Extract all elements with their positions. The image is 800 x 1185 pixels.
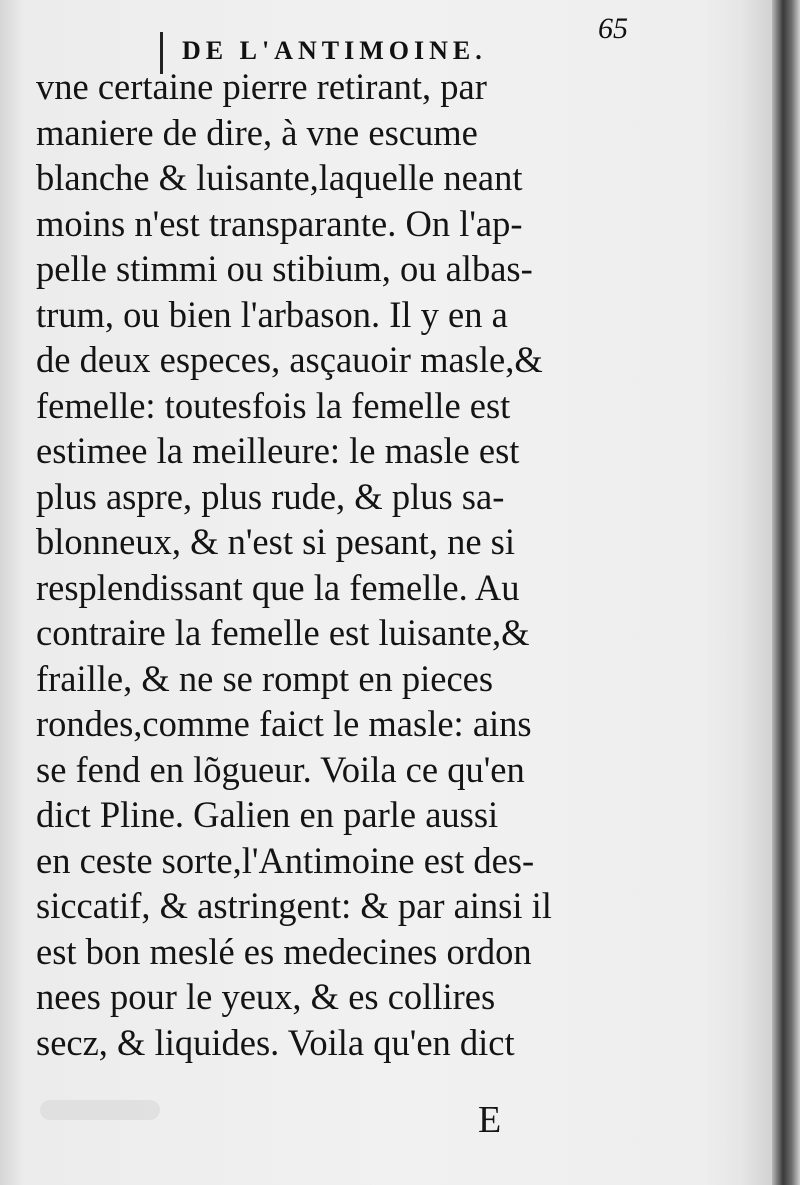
text-line: en ceste sorte,l'Antimoine est des- <box>36 839 535 881</box>
text-line: est bon meslé es medecines ordon <box>36 930 532 972</box>
page-gutter-shadow <box>742 0 772 1185</box>
text-line: blonneux, & n'est si pesant, ne si <box>36 521 515 562</box>
page-number: 65 <box>598 12 628 45</box>
text-line: resplendissant que la femelle. Au <box>36 566 520 608</box>
running-head: DE L'ANTIMOINE. <box>182 36 487 65</box>
text-line: fraille, & ne se rompt en pieces <box>36 657 494 699</box>
text-line: moins n'est transparante. On l'ap- <box>36 202 523 244</box>
ink-bleed <box>40 1100 160 1120</box>
text-line: blanche & luisante,laquelle neant <box>36 157 523 198</box>
text-line: maniere de dire, à vne escume <box>36 111 478 153</box>
text-line: estimee la meilleure: le masle est <box>36 430 520 471</box>
page-edge <box>772 0 800 1185</box>
text-line: nees pour le yeux, & es collires <box>36 976 496 1017</box>
signature-mark: E <box>478 1099 502 1141</box>
text-line: de deux especes, asçauoir masle,& <box>36 339 543 380</box>
body-text <box>36 64 656 1065</box>
text-line: se fend en lõgueur. Voila ce qu'en <box>36 748 525 790</box>
text-line: trum, ou bien l'arbason. Il y en a <box>36 293 508 335</box>
page-header <box>78 12 678 65</box>
text-line: secz, & liquides. Voila qu'en dict <box>36 1021 515 1063</box>
text-line: siccatif, & astringent: & par ainsi il <box>36 885 552 926</box>
text-line: vne certaine pierre retirant, par <box>36 66 487 107</box>
text-line: femelle: toutesfois la femelle est <box>36 384 511 426</box>
text-line: pelle stimmi ou stibium, ou albas- <box>36 248 533 289</box>
text-line: rondes,comme faict le masle: ains <box>36 703 532 744</box>
text-line: contraire la femelle est luisante,& <box>36 612 530 653</box>
text-line: dict Pline. Galien en parle aussi <box>36 794 499 835</box>
text-line: plus aspre, plus rude, & plus sa- <box>36 475 505 517</box>
